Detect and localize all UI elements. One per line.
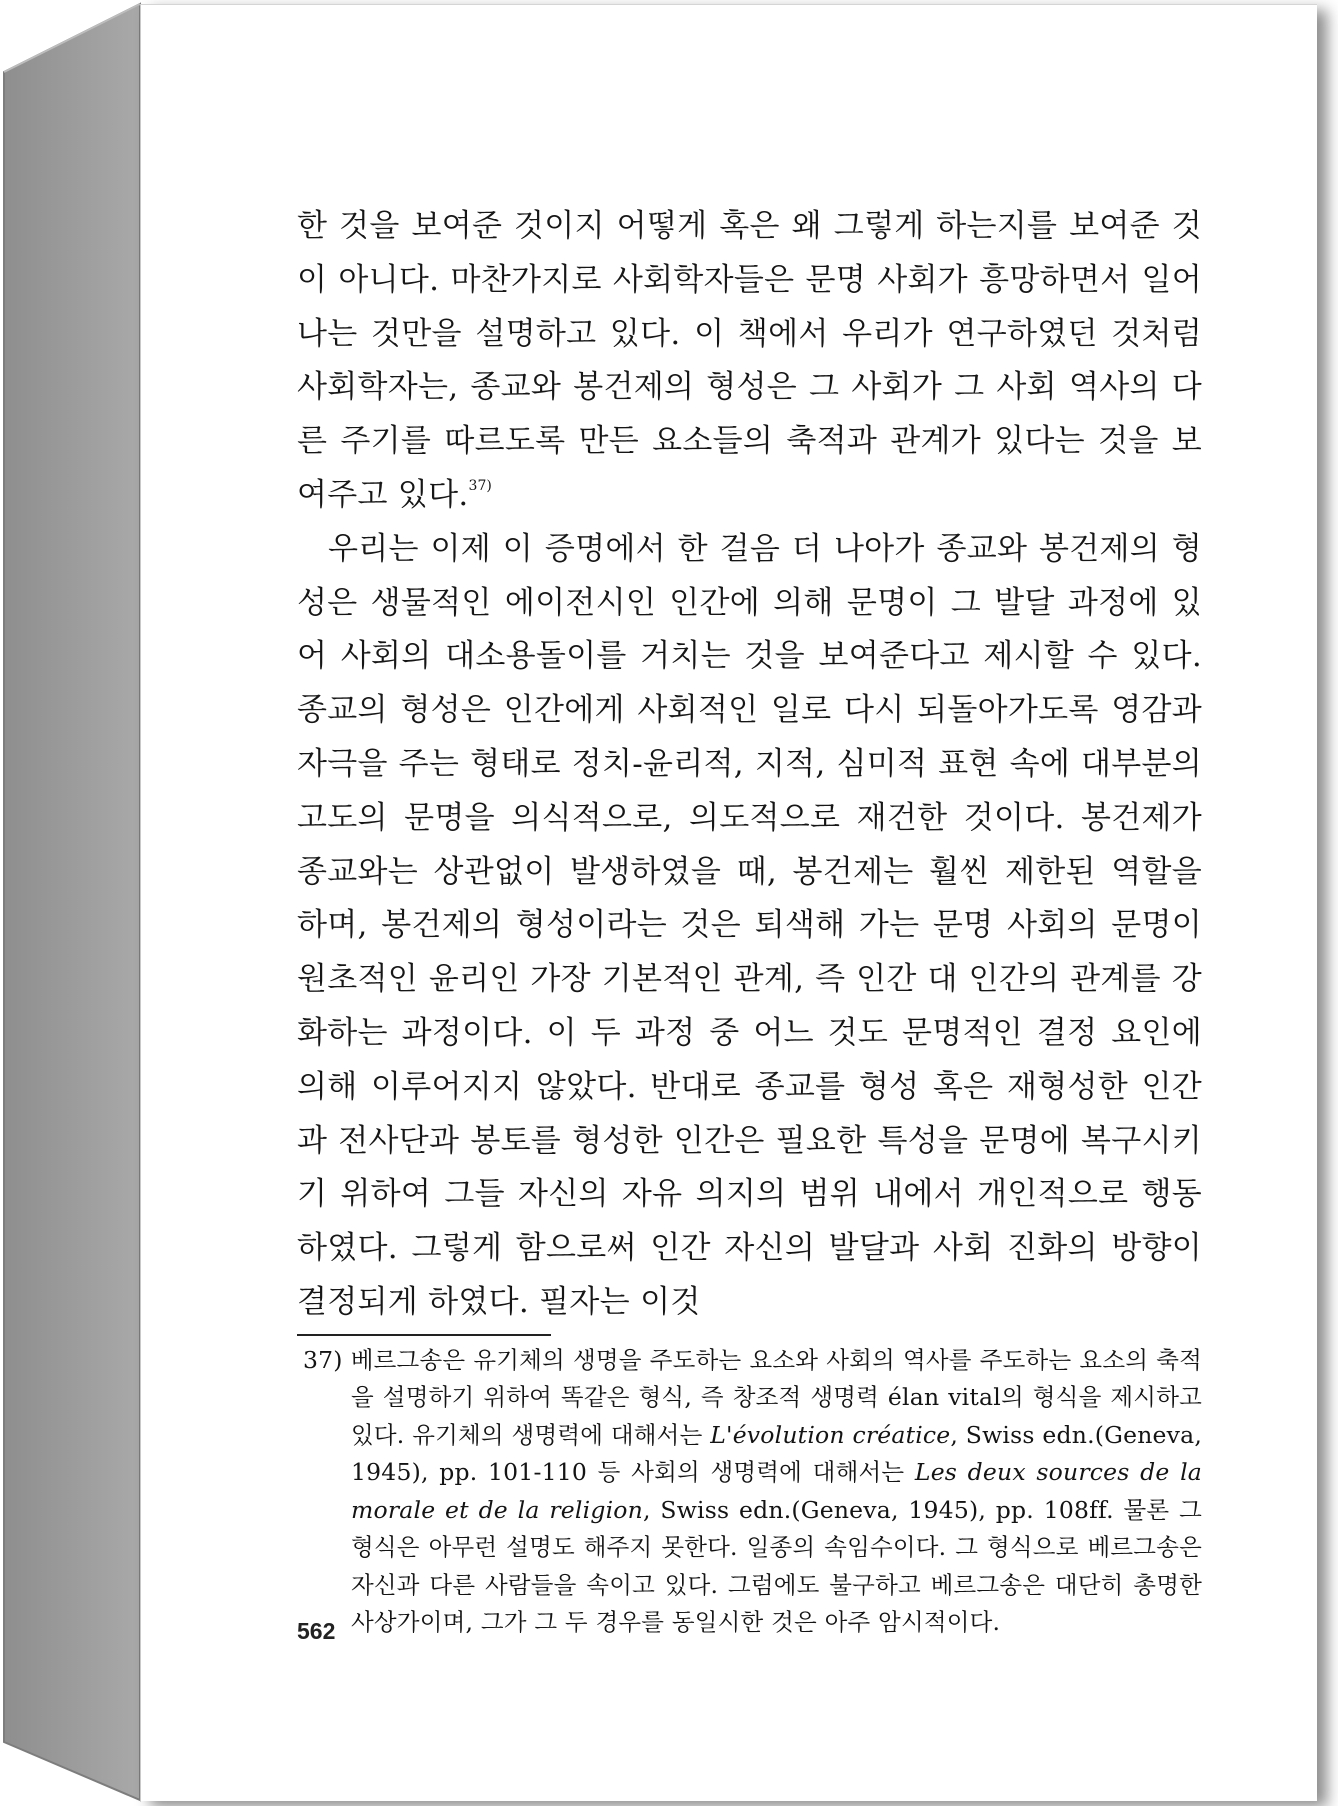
footnote-text-3: , Swiss edn.(Geneva, 1945), pp. 108ff. 물론 그 형식은 아무런 설명도 해주지 못한다. 일종의 속임수이다. 그 형식으로 베르그송은 자신과 다른 사람들을 속이고 있다. 그럼에도 불구하고 베르그송은 대단히 총명한 사상가이며, 그가 그 두 경우를 동일시한 것은 아주 암시적이다. [351,1495,1202,1637]
page-number: 562 [297,1618,336,1644]
spine-face [4,4,140,1800]
paragraph-1 [297,200,1202,523]
footnote-marker: 37) [303,1345,343,1374]
paragraph-2: 우리는 이제 이 증명에서 한 걸음 더 나아가 종교와 봉건제의 형성은 생물적인 에이전시인 인간에 의해 문명이 그 발달 과정에 있어 사회의 대소용돌이를 거치는 것을 보여준다고 제시할 수 있다. 종교의 형성은 인간에게 사회적인 일로 다시 되돌아가도록 영감과 자극을 주는 형태로 정치-윤리적, 지적, 심미적 표현 속에 대부분의 고도의 문명을 의식적으로, 의도적으로 재건한 것이다. 봉건제가 종교와는 상관없이 발생하였을 때, 봉건제는 훨씬 제한된 역할을 하며, 봉건제의 형성이라는 것은 퇴색해 가는 문명 사회의 문명이 원초적인 윤리인 가장 기본적인 관계, 즉 인간 대 인간의 관계를 강화하는 과정이다. 이 두 과정 중 어느 것도 문명적인 결정 요인에 의해 이루어지지 않았다. 반대로 종교를 형성 혹은 재형성한 인간과 전사단과 봉토를 형성한 인간은 필요한 특성을 문명에 복구시키기 위하여 그들 자신의 자유 의지의 범위 내에서 개인적으로 행동하였다. 그렇게 함으로써 인간 자신의 발달과 사회 진화의 방향이 결정되게 하였다. 필자는 이것 [297,530,1202,1320]
footnote-text-2: , Swiss edn.(Geneva, 1945), pp. 101-110 등 사회의 생명력에 대해서는 [351,1420,1202,1487]
footnote-37 [297,1342,1202,1642]
book-page [140,4,1317,1801]
footnote-reference-37[interactable]: 37) [468,477,492,494]
footnote-title-2: Les deux sources de la morale et de la religion [351,1458,1202,1524]
footnote-text-1: 베르그송은 유기체의 생명을 주도하는 요소와 사회의 역사를 주도하는 요소의 축적을 설명하기 위하여 똑같은 형식, 즉 창조적 생명력 élan vital의 형식을 제시하고 있다. 유기체의 생명력에 대해서는 [350,1345,1202,1449]
page-content [297,200,1202,1642]
footnote-divider [297,1334,551,1336]
footnote-title-1: L'évolution créatice [710,1420,951,1449]
paragraph-1-text: 한 것을 보여준 것이지 어떻게 혹은 왜 그렇게 하는지를 보여준 것이 아니다. 마찬가지로 사회학자들은 문명 사회가 흥망하면서 일어나는 것만을 설명하고 있다. 이 책에서 우리가 연구하였던 것처럼 사회학자는, 종교와 봉건제의 형성은 그 사회가 그 사회 역사의 다른 주기를 따르도록 만든 요소들의 축적과 관계가 있다는 것을 보여주고 있다. [297,208,1202,513]
